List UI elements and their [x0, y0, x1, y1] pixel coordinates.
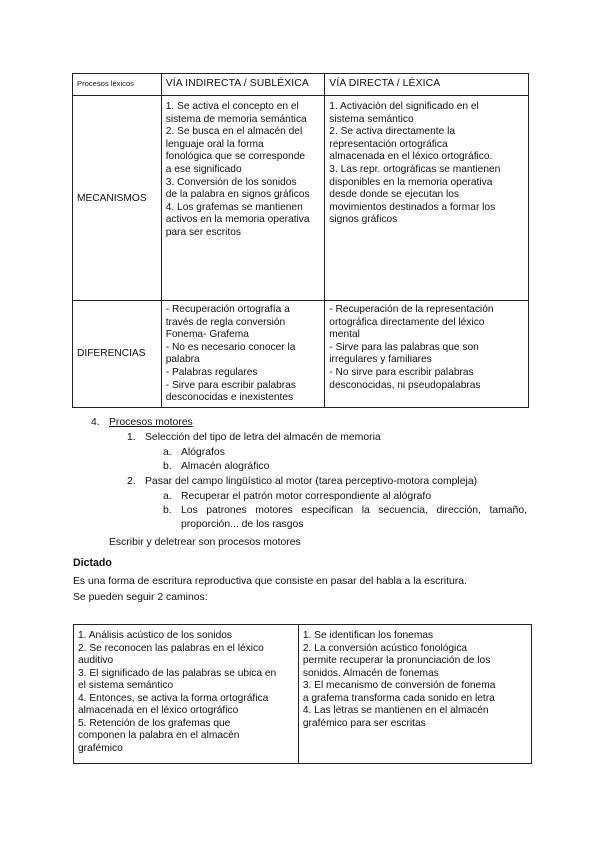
- mecanismos-directa-cell: [325, 96, 529, 301]
- text-line: de la palabra en signos gráficos: [165, 189, 310, 201]
- text-line: 1. Se identifican los fonemas: [302, 630, 434, 641]
- dictado-routes-table: [73, 624, 532, 764]
- text-line: 4. Los grafemas se mantienen: [165, 201, 303, 213]
- text-line: 3. Las repr. ortográficas se mantienen: [329, 163, 501, 175]
- table-row-diferencias: [73, 301, 529, 408]
- motor-note: Escribir y deletrear son procesos motores: [109, 537, 301, 548]
- text-line: almacenada en el léxico ortográfico: [78, 705, 239, 716]
- text-line: 2. La conversión acústico fonológica: [302, 642, 468, 654]
- text-line: disponibles en la memoria operativa: [329, 176, 493, 188]
- text-line: auditivo: [78, 655, 114, 666]
- list-title-procesos-motores: Procesos motores: [109, 417, 193, 428]
- dictado-paragraph: Es una forma de escritura reproductiva que consiste en pasar del habla a la escritura.: [73, 576, 467, 587]
- row-label-diferencias: DIFERENCIAS: [73, 301, 162, 408]
- text-line: - No sirve para escribir palabras: [329, 366, 474, 378]
- text-line: irregulares y familiares: [329, 354, 432, 366]
- list-subitem: Los patrones motores especifican la secuencia, dirección, tamaño,: [181, 505, 527, 516]
- text-line: 5. Retención de los grafemas que: [78, 717, 231, 729]
- list-number: 2.: [127, 476, 136, 487]
- text-line: 4. Las letras se mantienen en el almacén: [302, 705, 489, 716]
- text-line: para ser escritos: [165, 226, 242, 238]
- text-line: a grafema transforma cada sonido en letra: [302, 692, 495, 704]
- text-line: 4. Entonces, se activa la forma ortográfica: [78, 692, 269, 704]
- text-line: palabra: [165, 354, 200, 366]
- mecanismos-indirecta-cell: [161, 96, 325, 301]
- list-item: Pasar del campo lingüístico al motor (tarea perceptivo-motora compleja): [145, 476, 478, 487]
- text-line: desconocidas, ni pseudopalabras: [329, 379, 481, 391]
- text-line: el sistema semántico: [78, 680, 174, 691]
- text-line: sonidos. Almacén de fonemas: [302, 667, 439, 679]
- header-via-indirecta: VÍA INDIRECTA / SUBLÉXICA: [161, 74, 325, 96]
- text-line: 1. Se activa el concepto en el: [165, 101, 299, 112]
- text-line: - Sirve para las palabras que son: [329, 341, 479, 353]
- text-line: lenguaje oral la forma: [165, 138, 264, 150]
- text-line: 2. Se busca en el almacén del: [165, 126, 303, 138]
- diferencias-indirecta-cell: [161, 301, 325, 408]
- text-line: permite recuperar la pronunciación de los: [302, 655, 491, 666]
- header-procesos-lexicos: Procesos léxicos: [73, 74, 162, 96]
- text-line: signos gráficos: [329, 214, 398, 226]
- list-number: 4.: [91, 417, 100, 428]
- text-line: - Sirve para escribir palabras: [165, 379, 296, 391]
- header-via-directa: VÍA DIRECTA / LÉXICA: [325, 74, 529, 96]
- text-line: a ese significado: [165, 163, 242, 175]
- text-line: fonológica que se corresponde: [165, 151, 306, 163]
- text-line: - No es necesario conocer la: [165, 341, 296, 353]
- table-row-mecanismos: [73, 96, 529, 301]
- row-label-mecanismos: MECANISMOS: [73, 96, 162, 301]
- list-item: Selección del tipo de letra del almacén de memoria: [145, 432, 381, 443]
- text-line: Fonema- Grafema: [165, 329, 249, 341]
- list-letter: b.: [163, 461, 172, 472]
- route-right-cell: [298, 625, 531, 764]
- text-line: 2. Se reconocen las palabras en el léxico: [78, 642, 264, 654]
- route-left-cell: [74, 625, 299, 764]
- text-line: 2. Se activa directamente la: [329, 126, 456, 138]
- text-line: 1. Activación del significado en el: [329, 101, 479, 112]
- list-letter: a.: [163, 447, 172, 458]
- text-line: 3. El significado de las palabras se ubica en: [78, 667, 277, 679]
- text-line: sistema semántico: [329, 113, 414, 125]
- text-line: desconocidas e inexistentes: [165, 392, 294, 404]
- text-line: mental: [329, 329, 360, 341]
- list-subitem-continuation: proporción... de los rasgos: [181, 519, 304, 530]
- text-line: representación ortográfica: [329, 138, 448, 150]
- text-line: sistema de memoria semántica: [165, 113, 307, 125]
- table-row: [74, 625, 532, 764]
- text-line: grafémico: [78, 742, 123, 754]
- text-line: componen la palabra en el almacén: [78, 730, 240, 741]
- text-line: través de regla conversión: [165, 316, 286, 328]
- text-line: desde donde se ejecutan los: [329, 189, 460, 201]
- text-line: - Recuperación de la representación: [329, 304, 494, 315]
- list-number: 1.: [127, 432, 136, 443]
- text-line: 3. El mecanismo de conversión de fonema: [302, 680, 496, 691]
- list-letter: b.: [163, 505, 172, 516]
- section-heading-dictado: Dictado: [73, 557, 112, 569]
- text-line: almacenada en el léxico ortográfico.: [329, 151, 493, 163]
- text-line: grafémico para ser escritas: [302, 717, 426, 729]
- diferencias-directa-cell: [325, 301, 529, 408]
- list-subitem: Almacén alográfico: [181, 461, 270, 472]
- text-line: - Palabras regulares: [165, 366, 258, 378]
- list-subitem: Recuperar el patrón motor correspondiente al alógrafo: [181, 491, 432, 502]
- text-line: activos en la memoria operativa: [165, 214, 310, 226]
- text-line: movimientos destinados a formar los: [329, 201, 496, 213]
- text-line: - Recuperación ortografía a: [165, 304, 290, 315]
- text-line: 1. Análisis acústico de los sonidos: [78, 630, 233, 641]
- list-letter: a.: [163, 491, 172, 502]
- table-header-row: [73, 74, 529, 96]
- lexical-processes-table: [72, 73, 529, 408]
- dictado-paragraph: Se pueden seguir 2 caminos:: [73, 592, 208, 603]
- text-line: ortográfica directamente del léxico: [329, 316, 485, 328]
- text-line: 3. Conversión de los sonidos: [165, 176, 297, 188]
- list-subitem: Alógrafos: [181, 447, 225, 458]
